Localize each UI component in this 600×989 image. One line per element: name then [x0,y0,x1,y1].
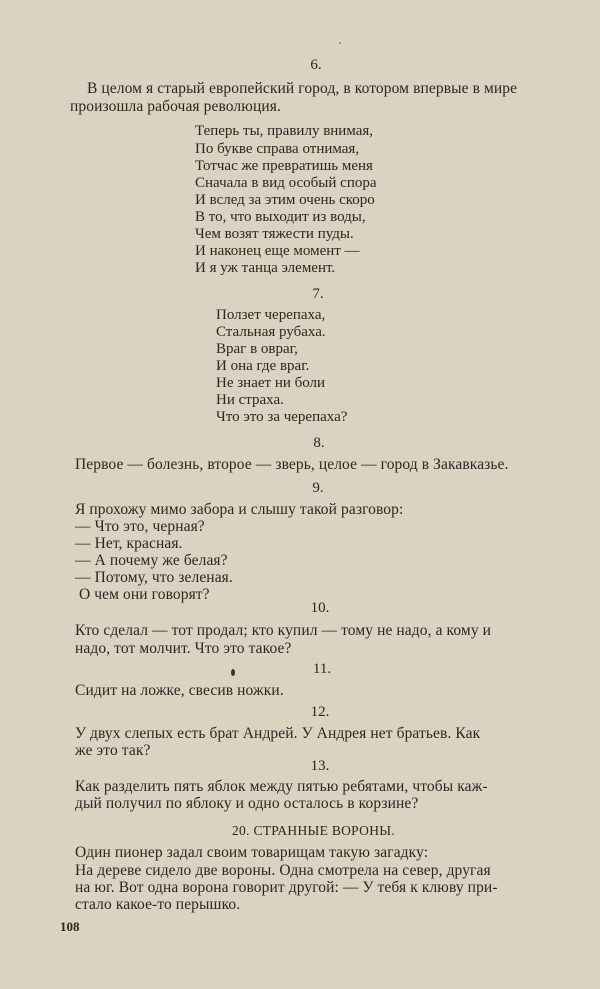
riddle-6-verse-line-1: Теперь ты, правилу внимая, [195,123,374,139]
ink-spot [231,669,235,676]
riddle-12-number: 12. [310,704,330,720]
riddle-6-verse-line-2: По букве справа отнимая, [195,141,360,157]
riddle-7-verse-line-3: Враг в овраг, [216,341,298,357]
riddle-9-line-6: О чем они говорят? [79,586,210,603]
section-20-heading: 20. СТРАННЫЕ ВОРОНЫ. [232,823,395,838]
riddle-6-intro-line-1: В целом я старый европейский город, в котором впервые в мире [87,80,518,97]
riddle-6-intro-line-2: произошла рабочая революция. [70,98,281,115]
riddle-12-line-2: же это так? [75,742,151,759]
riddle-7-verse-line-1: Ползет черепаха, [216,307,326,323]
riddle-6-verse-line-7: Чем возят тяжести пуды. [195,226,354,242]
riddle-12-line-1: У двух слепых есть брат Андрей. У Андрея нет братьев. Как [75,725,481,742]
riddle-13-line-1: Как разделить пять яблок между пятью ребятами, чтобы каж- [75,778,488,795]
riddle-6-verse-line-3: Тотчас же превратишь меня [195,158,373,174]
riddle-9-line-1: Я прохожу мимо забора и слышу такой разговор: [75,501,404,518]
riddle-9-number: 9. [312,480,324,496]
riddle-9-line-2: — Что это, черная? [75,518,205,535]
riddle-9-line-3: — Нет, красная. [75,535,183,552]
riddle-6-verse-line-6: В то, что выходит из воды, [195,209,366,225]
riddle-6-verse-line-4: Сначала в вид особый спора [195,175,377,191]
section-20-line-1: Один пионер задал своим товарищам такую загадку: [75,844,429,861]
riddle-7-verse-line-7: Что это за черепаха? [216,409,348,425]
riddle-10-number: 10. [310,600,330,616]
riddle-8-number: 8. [313,435,325,451]
riddle-13-line-2: дый получил по яблоку и одно осталось в корзине? [75,795,419,812]
section-20-line-2: На дереве сидело две вороны. Одна смотрела на север, другая [75,862,491,879]
riddle-7-verse-line-4: И она где враг. [216,358,310,374]
riddle-10-line-2: надо, тот молчит. Что это такое? [75,640,292,657]
section-20-line-4: стало какое-то перышко. [75,896,241,913]
riddle-6-verse-line-8: И наконец еще момент — [195,243,360,259]
riddle-10-line-1: Кто сделал — тот продал; кто купил — тому не надо, а кому и [75,622,492,639]
riddle-9-line-5: — Потому, что зеленая. [75,569,233,586]
riddle-7-number: 7. [312,286,324,302]
riddle-7-verse-line-6: Ни страха. [216,392,284,408]
riddle-6-number: 6. [310,57,322,73]
section-20-line-3: на юг. Вот одна ворона говорит другой: — У тебя к клюву при- [75,879,498,896]
riddle-7-verse-line-2: Стальная рубаха. [216,324,326,340]
ink-speck [339,42,341,44]
riddle-6-verse-line-5: И вслед за этим очень скоро [195,192,375,208]
riddle-6-verse-line-9: И я уж танца элемент. [195,260,336,276]
page-number: 108 [60,919,80,934]
riddle-11-number: 11. [312,661,332,677]
riddle-11-line-1: Сидит на ложке, свесив ножки. [75,682,284,699]
riddle-9-line-4: — А почему же белая? [75,552,228,569]
riddle-8-line-1: Первое — болезнь, второе — зверь, целое — город в Закавказье. [75,456,509,473]
riddle-13-number: 13. [310,758,330,774]
riddle-7-verse-line-5: Не знает ни боли [216,375,326,391]
